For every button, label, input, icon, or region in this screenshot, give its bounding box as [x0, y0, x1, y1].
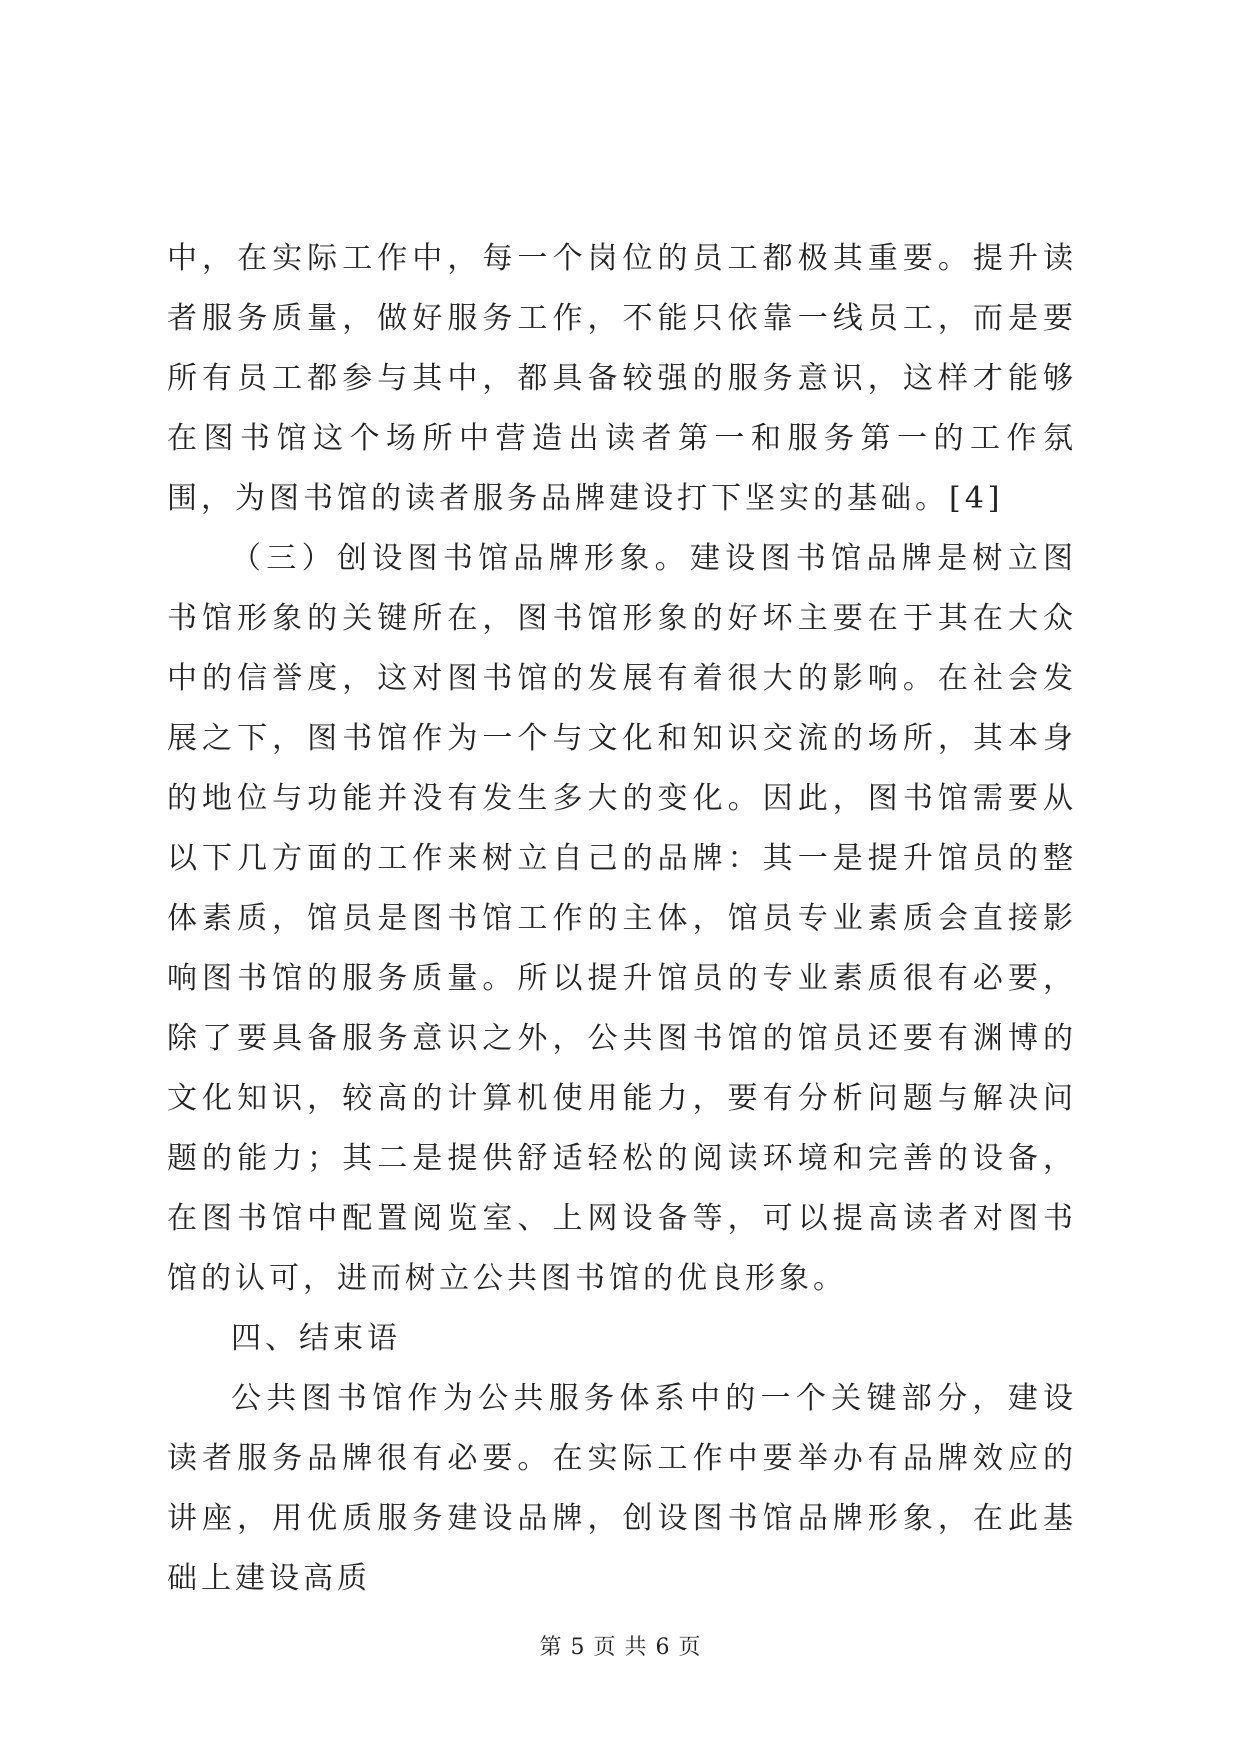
paragraph-brand-image: （三）创设图书馆品牌形象。建设图书馆品牌是树立图书馆形象的关键所在，图书馆形象的好坏主要在于其在大众中的信誉度，这对图书馆的发展有着很大的影响。在社会发展之下，图书馆作为一个与文化和知识交流的场所，其本身的地位与功能并没有发生多大的变化。因此，图书馆需要从以下几方面的工作来树立自己的品牌：其一是提升馆员的整体素质，馆员是图书馆工作的主体，馆员专业素质会直接影响图书馆的服务质量。所以提升馆员的专业素质很有必要，除了要具备服务意识之外，公共图书馆的馆员还要有渊博的文化知识，较高的计算机使用能力，要有分析问题与解决问题的能力；其二是提供舒适轻松的阅读环境和完善的设备，在图书馆中配置阅览室、上网设备等，可以提高读者对图书馆的认可，进而树立公共图书馆的优良形象。	[167, 541, 1077, 1296]
section-heading-conclusion: 四、结束语	[231, 1321, 401, 1356]
paragraph-continuation: 中，在实际工作中，每一个岗位的员工都极其重要。提升读者服务质量，做好服务工作，不能只依靠一线员工，而是要所有员工都参与其中，都具备较强的服务意识，这样才能够在图书馆这个场所中营造出读者第一和服务第一的工作氛围，为图书馆的读者服务品牌建设打下坚实的基础。[4]	[167, 241, 1077, 516]
paragraph-conclusion: 公共图书馆作为公共服务体系中的一个关键部分，建设读者服务品牌很有必要。在实际工作中要举办有品牌效应的讲座，用优质服务建设品牌，创设图书馆品牌形象，在此基础上建设高质	[167, 1381, 1077, 1596]
page-footer: 第 5 页 共 6 页	[539, 1635, 702, 1660]
document-body	[167, 229, 1077, 1609]
